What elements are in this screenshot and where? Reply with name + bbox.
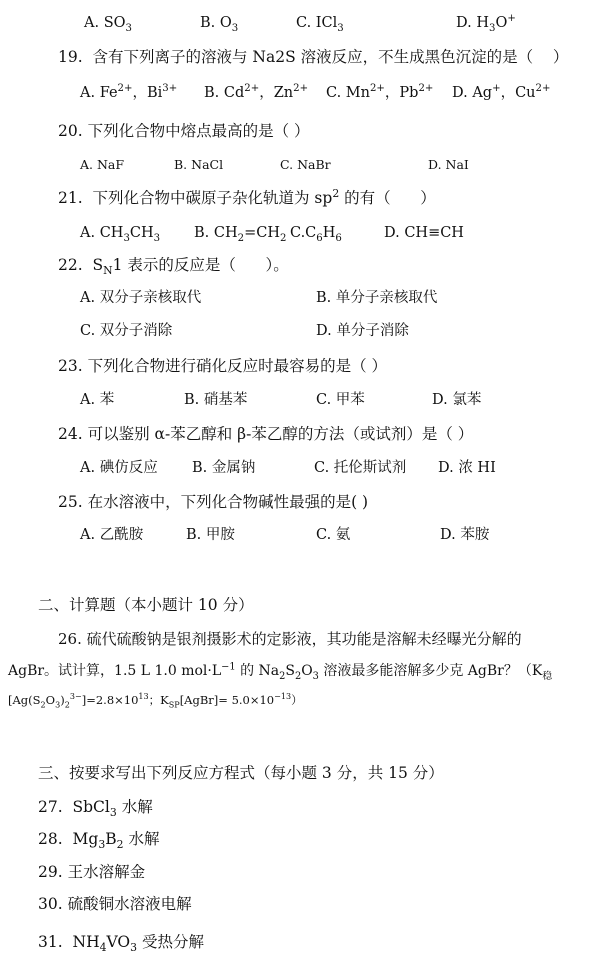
- q25-options: [80, 528, 600, 546]
- q22-option-d: D. 单分子消除: [316, 323, 409, 339]
- section3-title: 三、按要求写出下列反应方程式（每小题 3 分，共 15 分）: [38, 764, 444, 782]
- q19-option-d: D. Ag+，$Cu^{2+}$: [452, 83, 551, 101]
- q24-option-a: A. 碘仿反应: [80, 460, 158, 476]
- q23-option-c: C. 甲苯: [316, 392, 365, 408]
- q26-line2: AgBr。试计算，1.5 L 1.0 $mol\cdot L^{-1}$ 的 $Na_2S_2O_3$ 溶液最多能溶解多少克 AgBr？（$K_稳$: [8, 661, 553, 682]
- q20-option-b: B. NaCl: [174, 157, 224, 172]
- q23-option-d: D. 氯苯: [432, 392, 482, 408]
- q24-option-d: D. 浓 HI: [438, 460, 496, 476]
- q27: 27. SbCl$_3$ 水解: [38, 798, 153, 820]
- q18-option-a: A. $SO_3$: [84, 15, 132, 34]
- q20-option-c: C. NaBr: [280, 157, 331, 172]
- q25-option-b: B. 甲胺: [186, 527, 235, 543]
- q18-option-d: D. $H_3O^+$: [456, 13, 516, 34]
- q23-option-a: A. 苯: [80, 392, 115, 408]
- q22-option-b: B. 单分子亲核取代: [316, 290, 438, 306]
- q24-options: [80, 461, 600, 479]
- q22-options-row2: [80, 324, 600, 342]
- q25-option-c: C. 氨: [316, 527, 351, 543]
- q29: 29. 王水溶解金: [38, 863, 146, 881]
- q19-options: [80, 83, 600, 106]
- q21-option-c: $C.C_6H_6$: [290, 225, 342, 244]
- q24-stem: 24. 可以鉴别 α-苯乙醇和 β-苯乙醇的方法（或试剂）是（ ）: [58, 425, 474, 443]
- q21-option-d: D. CH≡CH: [384, 225, 464, 241]
- q23-stem: 23. 下列化合物进行硝化反应时最容易的是（ ）: [58, 357, 388, 375]
- q31: 31. $NH_4VO_3$ 受热分解: [38, 933, 204, 955]
- q21-stem: 21. 下列化合物中碳原子杂化轨道为 $sp^2$ 的有（ ）: [58, 186, 436, 207]
- q21-option-b: B. $CH_2=CH_2$: [194, 225, 287, 244]
- q19-option-a: A. $Fe^{2+}$，$Bi^{3+}$: [80, 83, 178, 101]
- q19-option-c: C. $Mn^{2+}$，$Pb^{2+}$: [326, 83, 434, 101]
- q21-options: [80, 226, 600, 246]
- q20-options: [80, 159, 600, 175]
- q30: 30. 硫酸铜水溶液电解: [38, 895, 192, 913]
- q21-option-a: A. $CH_3CH_3$: [80, 225, 161, 244]
- q25-stem: 25. 在水溶液中，下列化合物碱性最强的是( ): [58, 493, 369, 511]
- q26-line1: 26. 硫代硫酸钠是银剂摄影术的定影液，其功能是溶解未经曝光分解的: [58, 630, 522, 648]
- q18-option-c: C. ICl$_3$: [296, 15, 344, 34]
- q24-option-c: C. 托伦斯试剂: [314, 460, 407, 476]
- q18-option-b: B. $O_3$: [200, 15, 239, 34]
- q23-options: [80, 393, 600, 411]
- q19-stem: 19. 含有下列离子的溶液与 Na2S 溶液反应，不生成黑色沉淀的是（ ）: [58, 48, 569, 66]
- q18-options: [84, 13, 604, 34]
- q25-option-a: A. 乙酰胺: [80, 527, 144, 543]
- q26-line3: $[Ag(S_2O_3)_2^{3-}]=2.8\times 10^{13}$；$K_{SP}[AgBr]= 5.0\times 10^{-13}$）: [8, 692, 303, 710]
- q20-stem: 20. 下列化合物中熔点最高的是（ ）: [58, 122, 310, 140]
- q24-option-b: B. 金属钠: [192, 460, 256, 476]
- q22-option-a: A. 双分子亲核取代: [80, 290, 202, 306]
- q23-option-b: B. 硝基苯: [184, 392, 248, 408]
- q22-option-c: C. 双分子消除: [80, 323, 173, 339]
- q19-option-b: B. $Cd^{2+}$，$Zn^{2+}$: [204, 83, 309, 101]
- q28: 28. $Mg_3B_2$ 水解: [38, 830, 160, 852]
- q22-options-row1: [80, 291, 600, 309]
- q22-stem: 22. $S_N1$ 表示的反应是（ ）。: [58, 256, 289, 278]
- q20-option-d: D. NaI: [428, 157, 469, 172]
- q20-option-a: A. NaF: [80, 157, 125, 172]
- q25-option-d: D. 苯胺: [440, 527, 490, 543]
- section2-title: 二、计算题（本小题计 10 分）: [38, 596, 254, 614]
